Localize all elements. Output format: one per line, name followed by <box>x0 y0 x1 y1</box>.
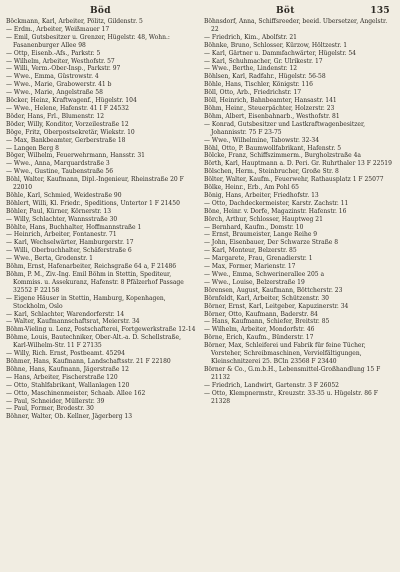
directory-entry: Böhne, Hans, Kaufmann, Jägerstraße 12 <box>6 365 129 373</box>
directory-entry: — Wwe., Emma, Güstrowstr. 4 <box>6 73 99 81</box>
directory-entry: — Hans, Arbeiter, Fischerstraße 120 <box>6 373 118 381</box>
directory-entry: — Karl, Gärtner u. Dammfachwärter, Hügelstr. 54 <box>204 49 356 57</box>
directory-entry: — Paul, Former, Brodestr. 30 <box>6 405 94 413</box>
directory-entry: — Willi, Verm.-Ober-Insp., Parkstr. 97 <box>6 65 121 73</box>
directory-entry: Börner & Co., G.m.b.H., Lebensmittel-Großhandlung 15 F 21132 <box>204 365 381 381</box>
directory-entry: Börner, Max, Schleiferei und Fabrik für feine Tücher, Vorsteher, Schreibmaschinen, Vervielfältigungen, Kleinschnitzerei 25. BCln 23568 F 23440 <box>204 342 366 365</box>
directory-entry: — Friedrich, Kim., Abolfstr. 21 <box>204 33 297 41</box>
directory-entry: Böhnsdorf, Anna, Schiffsreeder, beeid. Übersetzer, Angelstr. 22 <box>204 18 388 33</box>
directory-entry: Börensen, August, Kaufmann, Böttcherstr. 23 <box>204 286 343 294</box>
directory-entry: — Konrad, Gutsbesitzer und Lastkraftwagenbesitzer, Johannisstr. 75 F 23-75 <box>204 120 366 136</box>
directory-entry: — Otto, Stahlfabrikant, Wallanlagen 120 <box>6 381 130 389</box>
directory-entry: Bölcke, Franz, Schiffszimmerm., Burgholzstraße 4a <box>204 152 361 160</box>
directory-entry: — Wwe., Marie, Grabowerstr. 41 b <box>6 81 112 89</box>
directory-entry: Bönig, Hans, Arbeiter, Friedhofstr. 13 <box>204 191 319 199</box>
directory-entry: Böhlert, Willi, Kl. Friedr., Speditions, Untertor 1 F 21450 <box>6 199 180 207</box>
directory-entry: — Karl, Schlachter, Warendorferstr. 14 <box>6 310 125 318</box>
directory-entry: Böhm, P. M., Ziv.-Ing. Emil Böhm in Stettin, Spediteur, Kommiss. u. Assekuranz, Hafenstr. 8 Pfälzerhof Passage 32552 F 22158 <box>6 271 184 294</box>
directory-entry: Böger, Wilhelm, Feuerwehrmann, Hansstr. 31 <box>6 152 145 160</box>
directory-entry: — Otto, Maschinenmeister, Schaab. Allee 162 <box>6 389 146 397</box>
directory-entry: — John, Eisenbauer, Der Schwarze Straße 8 <box>204 239 339 247</box>
directory-entry: Böhner, Walter, Ob. Kellner, Jägerberg 13 <box>6 413 133 421</box>
directory-entry: — Wwe., Helene, Hafenstr. 41 I F 24532 <box>6 104 129 112</box>
directory-entry: Böhme, Louis, Bautechniker, Ober-Alt.-a. D. Schellstraße, Karl-Wilhelm-Str. 11 F 27135 <box>6 334 181 350</box>
directory-entry: Böcker, Heinz, Kraftwagenf., Hügelstr. 104 <box>6 97 137 105</box>
directory-entry: Böhm-Vieling u. Lenz, Postschafterei, Fortgewerkstraße 12-14 <box>6 326 196 334</box>
directory-entry: Böhl, Otto, P. Baumwollfabrikant, Hafenstr. 5 <box>204 144 342 152</box>
directory-entry: — Wwe., Louise, Belzerstraße 19 <box>204 278 305 286</box>
directory-entry: — Wwe., Marie, Angelstraße 58 <box>6 89 103 97</box>
directory-entry: Böhnke, Bruno, Schlosser, Kürzow, Höltzestr. 1 <box>204 41 348 49</box>
header-left-title: Böd <box>90 6 111 16</box>
directory-entry: — Erdm., Arbeiter, Weißmauer 17 <box>6 25 110 33</box>
directory-entry: — Bernhard, Kaufm., Domstr. 10 <box>204 223 304 231</box>
directory-entry: — Wwe., Gustine, Taubenstraße 56 <box>6 168 114 176</box>
directory-entry: Böder, Willy, Konditor, Vorzeilestraße 12 <box>6 120 129 128</box>
directory-entry: — Wilhelm, Arbeiter, Westhofstr. 57 <box>6 57 115 65</box>
page-header <box>6 4 394 18</box>
directory-entry: — Emil, Gutsbesitzer u. Grenzer, Hügelstr. 48, Wohn.: Fasanenburger Allee 98 <box>6 33 170 49</box>
directory-entry: — Friedrich, Landwirt, Gartenstr. 3 F 26052 <box>204 381 339 389</box>
header-right-title: Böt <box>276 6 295 16</box>
directory-entry: — Langen Berg 8 <box>6 144 59 152</box>
directory-entry: — Walter, Kaufmannschaftsrat, Meierstr. 34 <box>6 318 140 326</box>
directory-entry: Börch, Arthur, Schlosser, Hauptweg 21 <box>204 215 323 223</box>
directory-entry: — Karl, Monteur, Belzerstr. 85 <box>204 247 297 255</box>
directory-entry: Börne, Erich, Kaufm., Bünderstr. 17 <box>204 334 314 342</box>
directory-entry: — Eigene Häuser in Stettin, Hamburg, Kopenhagen, Stockholm, Oslo <box>6 294 166 310</box>
directory-entry: — Ottp, Eisenb.-Afs., Parkstr. 5 <box>6 49 101 57</box>
directory-entry: Böhlsen, Karl, Radfahr., Hügelstr. 56-58 <box>204 73 326 81</box>
directory-entry: — Willy, Rich. Ernst, Postbeamt. 45294 <box>6 350 125 358</box>
directory-entry: — Willi, Oberbuchhalter, Schäferstraße 6 <box>6 247 132 255</box>
directory-entry: — Otto, Klempnermstr., Kreuzstr. 33-35 u. Hügelstr. 86 F 21328 <box>204 389 378 405</box>
directory-entry: Börner, Otto, Kaufmann, Baderstr. 84 <box>204 310 318 318</box>
directory-entry: — Ernst, Braumeister, Lange Reihe 9 <box>204 231 318 239</box>
directory-entry: Börth, Karl, Hauptmann a. D. Peri. Gr. Ruhrthaler 13 F 22519 <box>204 160 392 168</box>
directory-entry: — Max, Former, Marienstr. 17 <box>204 263 296 271</box>
directory-entry: — Otto, Dachdeckermeister, Karstr. Zachstr. 11 <box>204 199 349 207</box>
directory-entry: — Heinrich, Arbeiter, Fontanestr. 71 <box>6 231 117 239</box>
directory-entry: Böhmer, Hans, Kaufmann, Landschaftsstr. 21 F 22180 <box>6 357 171 365</box>
directory-columns <box>6 18 394 421</box>
directory-entry: Böne, Heinr. v. Dorfe, Magazinstr. Hafenstr. 16 <box>204 207 347 215</box>
right-column <box>204 18 394 421</box>
directory-entry: — Wwe., Berta, Grodenstr. 1 <box>6 255 93 263</box>
directory-entry: Böhlte, Hans, Buchhalter, Hoffmannstraße 1 <box>6 223 142 231</box>
directory-entry: Böhm, Ernst, Hafenarbeiter, Reichsgraße 64 a, F 21486 <box>6 263 177 271</box>
left-column <box>6 18 196 421</box>
directory-entry: Böhm, Albert, Eisenbahnarb., Westhofstr. 81 <box>204 112 340 120</box>
directory-entry: — Karl, Schuhmacher, Gr. Ulrikestr. 17 <box>204 57 323 65</box>
directory-entry: — Willy, Schlachter, Wannsstraße 30 <box>6 215 118 223</box>
directory-entry: — Karl, Wechselwärter, Hamburgerstr. 17 <box>6 239 134 247</box>
directory-entry: — Margarete, Frau, Grenadierstr. 1 <box>204 255 313 263</box>
directory-entry: Böhle, Karl, Schmied, Weidestraße 90 <box>6 191 122 199</box>
directory-entry: — Hans, Kaufmann, Schiefer, Breitstr. 85 <box>204 318 330 326</box>
directory-entry: Böge, Fritz, Oberpostsekretär, Wiekstr. 10 <box>6 128 135 136</box>
directory-entry: Böder, Hans, Frl., Blumenstr. 12 <box>6 112 105 120</box>
directory-entry: — Paul, Schneider, Müllerstr. 39 <box>6 397 105 405</box>
directory-entry: — Wilhelm, Arbeiter, Mondorfstr. 46 <box>204 326 315 334</box>
directory-entry: Böll, Otto, Arb., Friedrichstr. 17 <box>204 89 302 97</box>
directory-entry: Börnfeldt, Karl, Arbeiter, Schützenstr. 30 <box>204 294 330 302</box>
directory-entry: Bölter, Walter, Kaufm., Feuerwehr, Rathausplatz 1 F 25077 <box>204 176 384 184</box>
directory-entry: — Max, Bankbeamter, Gerberstraße 18 <box>6 136 126 144</box>
directory-entry: — Wwe., Wilhelmine, Tabowstr. 32-34 <box>204 136 320 144</box>
directory-entry: Bölschen, Herm., Steinbrucher, Große Str. 8 <box>204 168 339 176</box>
directory-entry: Böhler, Paul, Kürner, Körnerstr. 13 <box>6 207 112 215</box>
directory-entry: — Wwe., Emma, Schwerinerallee 205 a <box>204 271 325 278</box>
directory-entry: Böll, Heinrich, Bahnbeamter, Hansastr. 141 <box>204 97 337 105</box>
directory-entry: Böhm, Heinr., Steuerpächter, Holzerstr. 23 <box>204 104 335 112</box>
directory-entry: — Wwe., Berthe, Lindenstr. 12 <box>204 65 298 73</box>
directory-entry: Bölke, Heinr., Erb., Am Pohl 65 <box>204 184 299 192</box>
directory-entry: Böhle, Hans, Tischler, Königstr. 116 <box>204 81 313 89</box>
directory-entry: — Wwe., Anna, Marquardstraße 3 <box>6 160 110 168</box>
directory-entry: Böckmann, Karl, Arbeiter, Pölitz, Gildenstr. 5 <box>6 18 143 25</box>
page-number: 135 <box>370 6 390 16</box>
directory-entry: Börner, Ernst, Karl, Leitgeber, Kapuzinerstr. 34 <box>204 302 349 310</box>
directory-entry: Böhl, Walter, Kaufmann, Dipl.-Ingenieur, Rheinstraße 20 F 22010 <box>6 176 184 192</box>
